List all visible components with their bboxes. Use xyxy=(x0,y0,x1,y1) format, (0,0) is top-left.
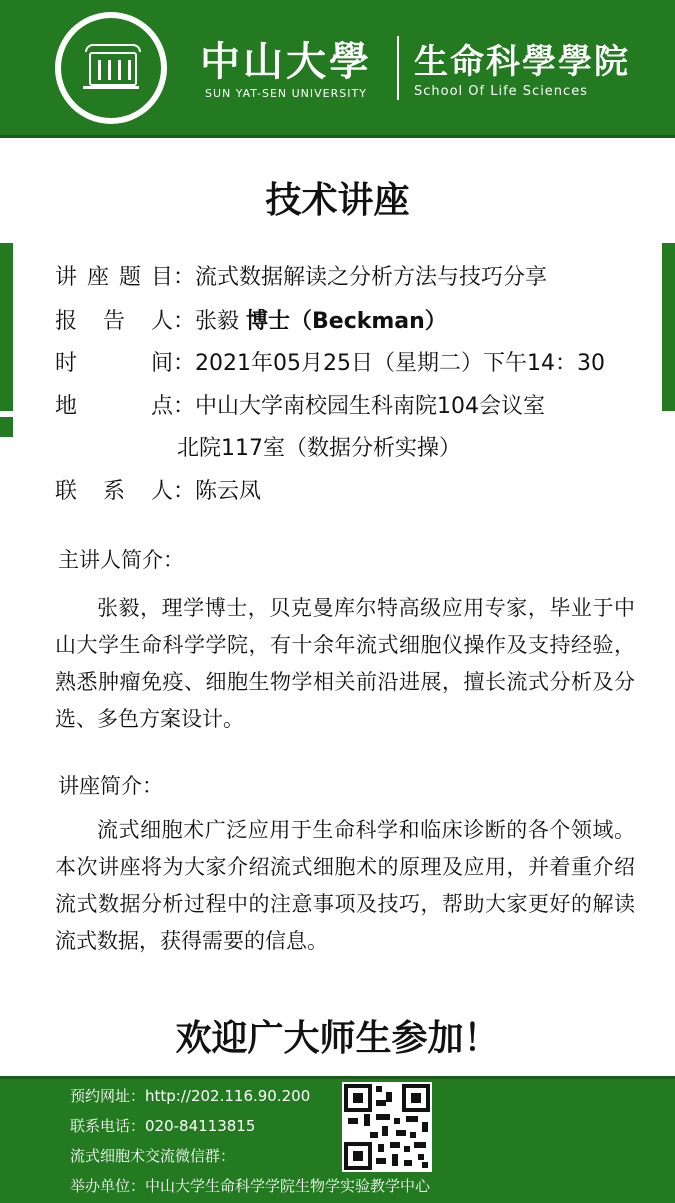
info-row-time: 时间：2021年05月25日（星期二）下午14：30 xyxy=(55,346,605,377)
info-row-location-line2 xyxy=(177,431,461,462)
speaker-intro-text: 张毅，理学博士，贝克曼库尔特高级应用专家，毕业于中山大学生命科学学院，有十余年流式细胞仪操作及支持经验，熟悉肿瘤免疫、细胞生物学相关前沿进展，擅长流式分析及分选、多色方案设计。 xyxy=(55,596,635,731)
info-value: 北院117室（数据分析实操） xyxy=(177,436,461,461)
qr-code-icon[interactable] xyxy=(342,1082,432,1172)
side-accent-left xyxy=(0,243,13,411)
building-icon xyxy=(89,52,137,86)
wechat-group-label: 流式细胞术交流微信群： xyxy=(70,1147,236,1165)
school-name-en: School Of Life Sciences xyxy=(414,84,588,99)
university-name-en: SUN YAT-SEN UNIVERSITY xyxy=(205,87,367,100)
info-value: 中山大学南校园生科南院104会议室 xyxy=(195,394,546,419)
info-label: 联系人 xyxy=(55,479,173,504)
info-value: 流式数据解读之分析方法与技巧分享 xyxy=(195,265,548,290)
university-name-cn: 中山大學 xyxy=(200,38,372,85)
info-label: 地点 xyxy=(55,394,173,419)
contact-phone: 联系电话：020-84113815 xyxy=(70,1117,256,1135)
speaker-intro-heading: 主讲人简介： xyxy=(58,548,184,572)
organizer: 举办单位：中山大学生命科学学院生物学实验教学中心 xyxy=(70,1177,431,1195)
header-banner xyxy=(0,0,675,138)
info-value: 2021年05月25日（星期二）下午14：30 xyxy=(195,351,605,376)
info-label: 报告人 xyxy=(55,309,173,334)
info-value: 陈云凤 xyxy=(195,479,262,504)
lecture-intro-heading: 讲座简介： xyxy=(58,774,163,798)
info-row-location: 地点：中山大学南校园生科南院104会议室 xyxy=(55,389,545,420)
side-accent-right xyxy=(662,243,675,411)
info-row-speaker: 报告人：张毅 博士（Beckman） xyxy=(55,304,447,335)
info-label: 时间 xyxy=(55,351,173,376)
page-title: 技术讲座 xyxy=(265,180,410,221)
school-logo xyxy=(55,12,167,124)
info-row-topic: 讲座题目：流式数据解读之分析方法与技巧分享 xyxy=(55,260,547,291)
info-label: 讲座题目 xyxy=(55,265,173,290)
lecture-intro-text: 流式细胞术广泛应用于生命科学和临床诊断的各个领域。本次讲座将为大家介绍流式细胞术的原理及应用，并着重介绍流式数据分析过程中的注意事项及技巧，帮助大家更好的解读流式数据，获得需要的信息。 xyxy=(55,818,635,953)
header-divider xyxy=(397,36,399,100)
booking-url[interactable]: 预约网址：http://202.116.90.200 xyxy=(70,1087,311,1105)
speaker-title: 博士（Beckman） xyxy=(246,309,447,334)
side-accent-left-small xyxy=(0,417,13,437)
speaker-name: 张毅 xyxy=(195,309,247,334)
info-row-contact: 联系人：陈云凤 xyxy=(55,474,261,505)
school-name-cn: 生命科學學院 xyxy=(414,42,630,82)
welcome-message: 欢迎广大师生参加！ xyxy=(175,1018,500,1059)
